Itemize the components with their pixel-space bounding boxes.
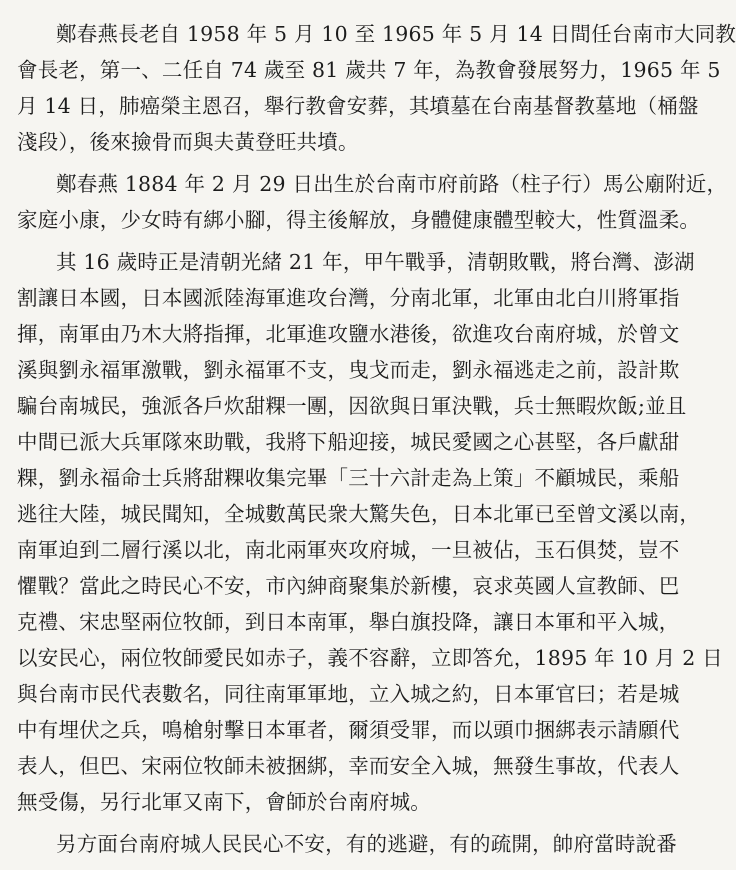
paragraph-birth bbox=[0, 166, 728, 238]
text-line: 南軍迫到二層行溪以北，南北兩軍夾攻府城，一旦被佔，玉石俱焚，豈不 bbox=[17, 538, 680, 562]
text-line: 與台南市民代表數名，同往南軍軍地，立入城之約，日本軍官曰；若是城 bbox=[17, 682, 680, 706]
text-line: 以安民心，兩位牧師愛民如赤子，義不容辭，立即答允，1895 年 10 月 2 日 bbox=[17, 646, 723, 670]
text-line: 鄭春燕 1884 年 2 月 29 日出生於台南市府前路（柱子行）馬公廟附近， bbox=[56, 172, 728, 196]
text-line: 割讓日本國，日本國派陸海軍進攻台灣，分南北軍，北軍由北白川將軍指 bbox=[17, 286, 680, 310]
text-line: 月 14 日，肺癌榮主恩召，舉行教會安葬，其墳墓在台南基督教墓地（桶盤 bbox=[17, 94, 699, 118]
text-line: 另方面台南府城人民民心不安，有的逃避，有的疏開，帥府當時說番 bbox=[56, 832, 677, 856]
text-line: 鄭春燕長老自 1958 年 5 月 10 至 1965 年 5 月 14 日間任台南市大同教 bbox=[56, 22, 736, 46]
paragraph-history bbox=[0, 244, 723, 820]
text-line: 揮，南軍由乃木大將指揮，北軍進攻鹽水港後，欲進攻台南府城，於曾文 bbox=[17, 322, 680, 346]
text-line: 粿，劉永福命士兵將甜粿收集完畢「三十六計走為上策」不顧城民，乘船 bbox=[17, 466, 680, 490]
text-line: 克禮、宋忠堅兩位牧師，到日本南軍，舉白旗投降，讓日本軍和平入城， bbox=[17, 610, 680, 634]
text-line: 無受傷，另行北軍又南下，會師於台南府城。 bbox=[17, 790, 431, 814]
text-line: 騙台南城民，強派各戶炊甜粿一團，因欲與日軍決戰，兵士無暇炊飯;並且 bbox=[17, 394, 687, 418]
text-line: 溪與劉永福軍激戰，劉永福軍不支，曳戈而走，劉永福逃走之前，設計欺 bbox=[17, 358, 680, 382]
text-line: 會長老，第一、二任自 74 歲至 81 歲共 7 年，為教會發展努力，1965 年 5 bbox=[17, 58, 721, 82]
paragraph-tainan-unrest bbox=[0, 826, 677, 862]
text-line: 中有埋伏之兵，鳴槍射擊日本軍者，爾須受罪，而以頭巾捆綁表示請願代 bbox=[17, 718, 680, 742]
paragraph-elder-tenure bbox=[0, 16, 736, 160]
text-line: 中間已派大兵軍隊來助戰，我將下船迎接，城民愛國之心甚堅，各戶獻甜 bbox=[17, 430, 680, 454]
text-line: 家庭小康，少女時有綁小腳，得主後解放，身體健康體型較大，性質溫柔。 bbox=[17, 208, 701, 232]
text-line: 淺段），後來撿骨而與夫黃登旺共墳。 bbox=[17, 130, 359, 154]
text-line: 逃往大陸，城民聞知，全城數萬民衆大驚失色，日本北軍已至曾文溪以南， bbox=[17, 502, 701, 526]
text-line: 懼戰？當此之時民心不安，市內紳商聚集於新樓，哀求英國人宣教師、巴 bbox=[17, 574, 680, 598]
text-line: 表人，但巴、宋兩位牧師未被捆綁，幸而安全入城，無發生事故，代表人 bbox=[17, 754, 680, 778]
text-line: 其 16 歲時正是清朝光緒 21 年，甲午戰爭，清朝敗戰，將台灣、澎湖 bbox=[56, 250, 695, 274]
